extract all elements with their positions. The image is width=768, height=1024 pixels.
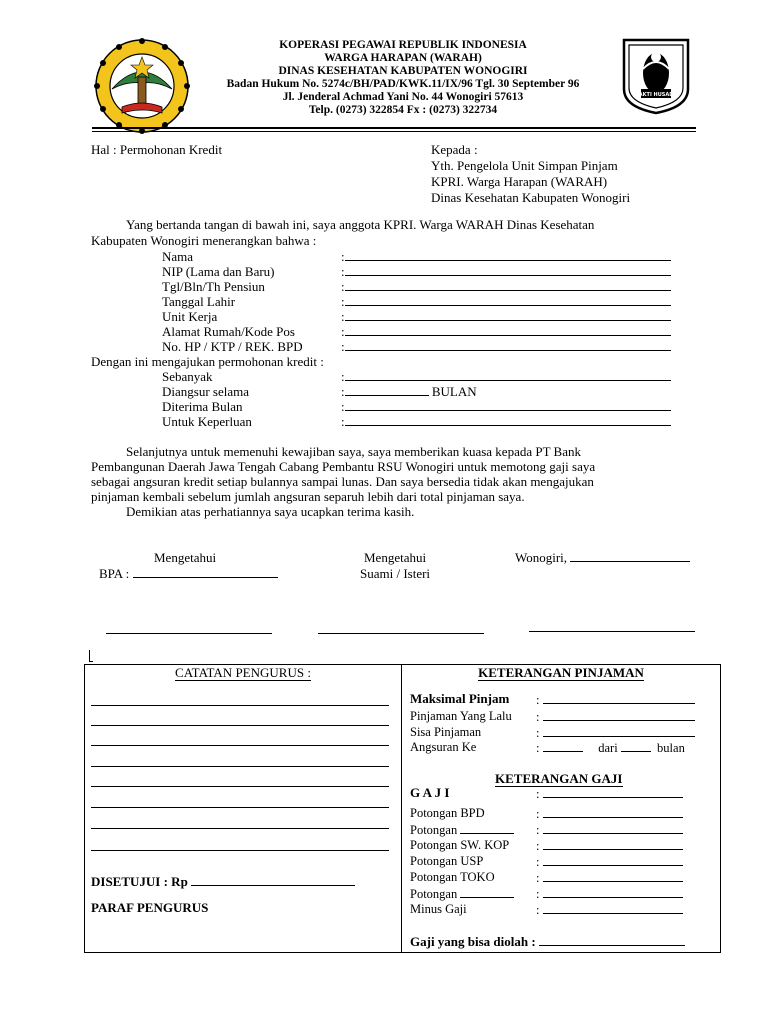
field-label: Tanggal Lahir (162, 294, 236, 309)
note-line[interactable] (91, 745, 389, 746)
org-address: Jl. Jenderal Achmad Yani No. 44 Wonogiri 57613 (282, 91, 524, 103)
nama-input[interactable]: : (341, 249, 671, 264)
field-label: Sebanyak (162, 369, 213, 384)
authorization-paragraph (91, 444, 712, 519)
bpa-label: BPA : (99, 566, 130, 581)
salary-label: G A J I (410, 785, 450, 800)
installment-months-input[interactable]: : BULAN (341, 384, 477, 399)
minus-salary-input[interactable]: : (536, 902, 683, 917)
purpose-input[interactable]: : (341, 414, 671, 429)
work-unit-input[interactable]: : (341, 309, 671, 324)
received-month-input[interactable]: : (341, 399, 671, 414)
keterangan-gaji-text: KETERANGAN GAJI (495, 771, 623, 786)
koperasi-logo (92, 37, 192, 135)
deduction-other-input-2[interactable]: : (536, 886, 683, 901)
address-input[interactable]: : (341, 324, 671, 339)
phone-ktp-account-input[interactable]: : (341, 339, 671, 354)
letterhead (200, 39, 606, 117)
note-line[interactable] (91, 828, 389, 829)
paragraph-line: Pembangunan Daerah Jawa Tengah Cabang Pembantu RSU Wonogiri untuk memotong gaji saya (91, 459, 596, 474)
paragraph-line: pinjaman kembali sebelum jumlah angsuran separuh lebih dari total pinjaman saya. (91, 489, 525, 504)
deduction-usp-label: Potongan USP (410, 854, 484, 868)
processable-salary-label: Gaji yang bisa diolah (410, 934, 529, 949)
field-row (162, 294, 235, 309)
header-rule (92, 127, 696, 129)
field-label: No. HP / KTP / REK. BPD (162, 339, 303, 354)
paragraph-line: Selanjutnya untuk memenuhi kewajiban saya, saya memberikan kuasa kepada PT Bank (126, 444, 581, 459)
loan-previous-label: Pinjaman Yang Lalu (410, 709, 512, 723)
deduction-toko-label: Potongan TOKO (410, 870, 495, 884)
signature-line-spouse[interactable] (318, 633, 484, 634)
deduction-swkop-input[interactable]: : (536, 838, 683, 853)
loan-remaining-label: Sisa Pinjaman (410, 725, 482, 739)
field-row (162, 264, 275, 279)
bakti-husada-emblem (621, 37, 691, 115)
org-phone: Telp. (0273) 322854 Fx : (0273) 322734 (308, 104, 498, 116)
approved-label: DISETUJUI : Rp (91, 874, 188, 889)
keterangan-gaji-title (495, 771, 623, 786)
field-label: NIP (Lama dan Baru) (162, 264, 275, 279)
field-row (162, 249, 193, 264)
note-line[interactable] (91, 766, 389, 767)
installment-input[interactable]: : dari bulan (536, 741, 685, 755)
paraf-label: PARAF PENGURUS (91, 900, 209, 915)
note-line[interactable] (91, 786, 389, 787)
org-department: DINAS KESEHATAN KABUPATEN WONOGIRI (278, 65, 528, 77)
paragraph-line: sebagai angsuran kredit setiap bulannya sampai lunas. Dan saya bersedia tidak akan mengajukan (91, 474, 594, 489)
keterangan-pinjaman-title (401, 665, 721, 680)
field-row (162, 309, 217, 324)
emblem-text: GAKTI HUSADA (634, 92, 678, 98)
field-label: Untuk Keperluan (162, 414, 252, 429)
deduction-other-label-2 (410, 886, 514, 901)
field-label: Alamat Rumah/Kode Pos (162, 324, 295, 339)
field-label: Diterima Bulan (162, 399, 243, 414)
birth-date-input[interactable]: : (341, 294, 671, 309)
nip-input[interactable]: : (341, 264, 671, 279)
field-row (162, 339, 303, 354)
signature-line-applicant[interactable] (529, 631, 695, 632)
recipient-to: Kepada : (431, 142, 478, 157)
deduction-toko-input[interactable]: : (536, 870, 683, 885)
catatan-title (84, 665, 402, 680)
note-line[interactable] (91, 807, 389, 808)
approved-amount[interactable] (91, 874, 355, 889)
field-label: Unit Kerja (162, 309, 218, 324)
place-date[interactable] (515, 550, 690, 565)
org-subname: WARGA HARAPAN (WARAH) (324, 52, 482, 64)
deduction-bpd-label: Potongan BPD (410, 806, 485, 820)
loan-max-input[interactable]: : (536, 692, 695, 707)
pension-date-input[interactable]: : (341, 279, 671, 294)
field-row (162, 324, 295, 339)
legal-registration: Badan Hukum No. 5274c/BH/PAD/KWK.11/IX/96 Tgl. 30 September 96 (226, 78, 580, 90)
credit-intro: Dengan ini mengajukan permohonan kredit : (91, 354, 324, 369)
signature-spouse-label: Suami / Isteri (360, 566, 431, 581)
installment-of: dari (598, 741, 618, 755)
signature-spouse-title: Mengetahui (364, 550, 427, 565)
salary-input[interactable]: : (536, 786, 683, 801)
org-name: KOPERASI PEGAWAI REPUBLIK INDONESIA (279, 39, 527, 51)
field-label: Diangsur selama (162, 384, 250, 399)
corner-mark (89, 650, 93, 662)
subject: Hal : Permohonan Kredit (91, 142, 223, 157)
deduction-label-text: Potongan (410, 823, 458, 837)
deduction-other-label (410, 822, 514, 837)
recipient-line: Yth. Pengelola Unit Simpan Pinjam (431, 158, 618, 173)
intro-line-2: Kabupaten Wonogiri menerangkan bahwa : (91, 233, 317, 248)
field-label: Nama (162, 249, 194, 264)
deduction-swkop-label: Potongan SW. KOP (410, 838, 510, 852)
signature-bpa-title: Mengetahui (154, 550, 217, 565)
field-label: Tgl/Bln/Th Pensiun (162, 279, 265, 294)
amount-input[interactable]: : (341, 369, 671, 384)
deduction-usp-input[interactable]: : (536, 854, 683, 869)
installment-label: Angsuran Ke (410, 740, 477, 754)
note-line[interactable] (91, 705, 389, 706)
note-line[interactable] (91, 850, 389, 851)
loan-remaining-input[interactable]: : (536, 725, 695, 740)
place-label: Wonogiri, (515, 550, 568, 565)
signature-line-bpa[interactable] (106, 633, 272, 634)
months-unit: BULAN (431, 384, 477, 399)
minus-salary-label: Minus Gaji (410, 902, 467, 916)
keterangan-pinjaman-text: KETERANGAN PINJAMAN (478, 665, 644, 680)
deduction-label-text: Potongan (410, 887, 458, 901)
closing-line: Demikian atas perhatiannya saya ucapkan terima kasih. (126, 504, 415, 519)
intro-line-1: Yang bertanda tangan di bawah ini, saya anggota KPRI. Warga WARAH Dinas Kesehatan (126, 217, 595, 232)
header-rule-thin (92, 131, 696, 132)
catatan-title-text: CATATAN PENGURUS : (175, 665, 311, 680)
loan-max-label: Maksimal Pinjam (410, 691, 510, 706)
recipient-line: KPRI. Warga Harapan (WARAH) (431, 174, 608, 189)
signature-bpa (99, 566, 278, 581)
processable-salary[interactable]: Gaji yang bisa diolah : (410, 934, 685, 949)
note-line[interactable] (91, 725, 389, 726)
loan-previous-input[interactable]: : (536, 709, 695, 724)
field-row (162, 279, 265, 294)
recipient-block (431, 142, 630, 206)
recipient-line: Dinas Kesehatan Kabupaten Wonogiri (431, 190, 631, 205)
deduction-bpd-input[interactable]: : (536, 806, 683, 821)
deduction-other-input[interactable]: : (536, 822, 683, 837)
installment-unit: bulan (657, 741, 685, 755)
